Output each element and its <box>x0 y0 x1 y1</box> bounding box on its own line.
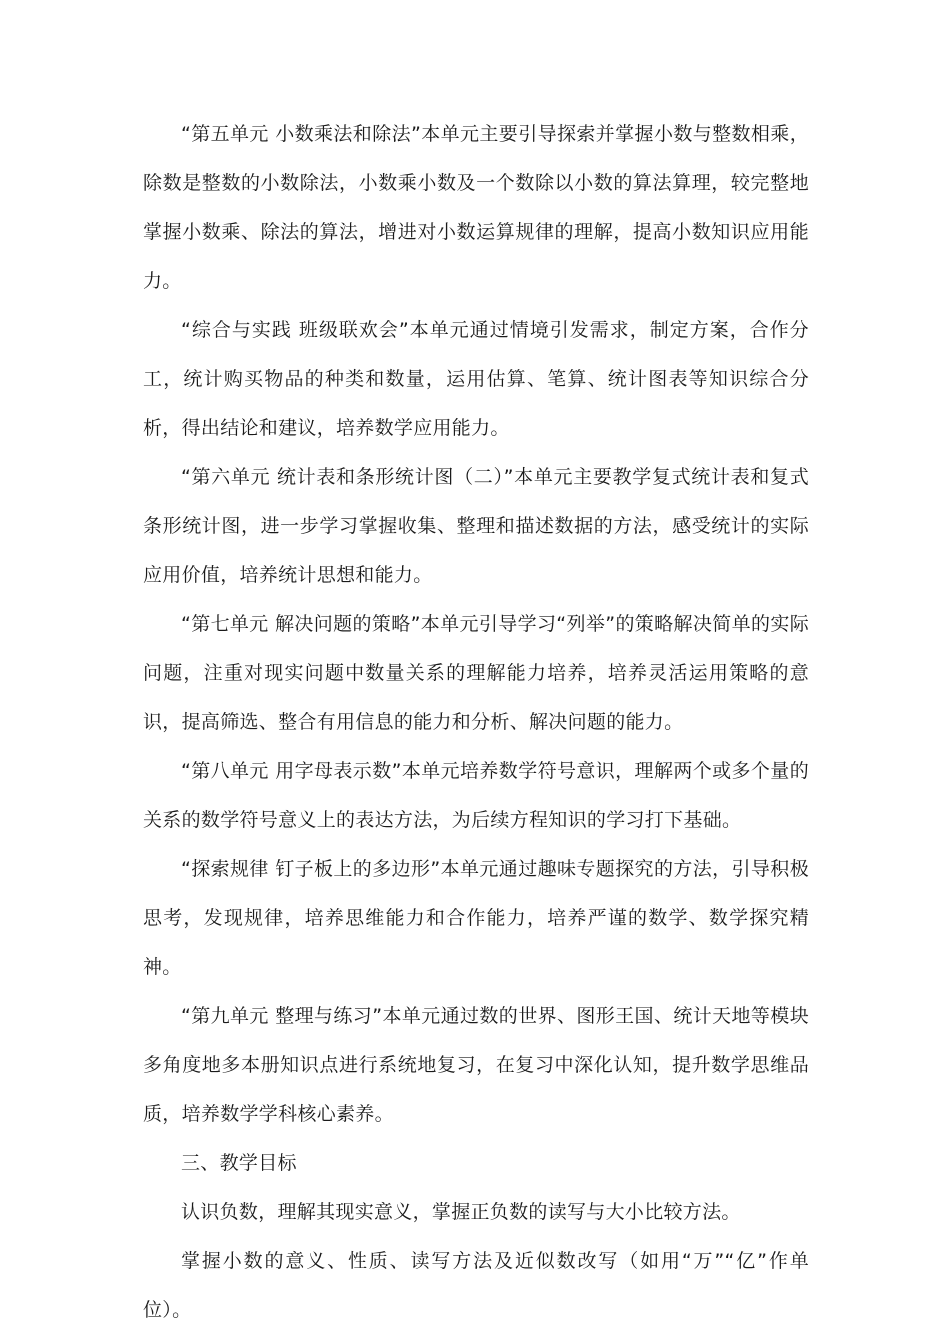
section-heading-teaching-goals: 三、教学目标 <box>181 1152 297 1174</box>
document-body <box>143 110 809 1335</box>
paragraph-unit-9: “第九单元 整理与练习”本单元通过数的世界、图形王国、统计天地等模块多角度地多本册知识点进行系统地复习，在复习中深化认知，提升数学思维品质，培养数学学科核心素养。 <box>143 1005 809 1125</box>
paragraph-unit-5: “第五单元 小数乘法和除法”本单元主要引导探索并掌握小数与整数相乘，除数是整数的小数除法，小数乘小数及一个数除以小数的算法算理，较完整地掌握小数乘、除法的算法，增进对小数运算规律的理解，提高小数知识应用能力。 <box>143 123 809 292</box>
paragraph-unit-8: “第八单元 用字母表示数”本单元培养数学符号意识，理解两个或多个量的关系的数学符号意义上的表达方法，为后续方程知识的学习打下基础。 <box>143 760 809 831</box>
paragraph-practice-class-party: “综合与实践 班级联欢会”本单元通过情境引发需求，制定方案，合作分工，统计购买物品的种类和数量，运用估算、笔算、统计图表等知识综合分析，得出结论和建议，培养数学应用能力。 <box>143 319 809 439</box>
objective-item: 掌握小数的意义、性质、读写方法及近似数改写（如用“万”“亿”作单位）。 <box>143 1250 809 1321</box>
objective-item: 认识负数，理解其现实意义，掌握正负数的读写与大小比较方法。 <box>181 1201 741 1223</box>
paragraph-unit-6: “第六单元 统计表和条形统计图（二）”本单元主要教学复式统计表和复式条形统计图，进一步学习掌握收集、整理和描述数据的方法，感受统计的实际应用价值，培养统计思想和能力。 <box>143 466 809 586</box>
paragraph-unit-7: “第七单元 解决问题的策略”本单元引导学习“列举”的策略解决简单的实际问题，注重对现实问题中数量关系的理解能力培养，培养灵活运用策略的意识，提高筛选、整合有用信息的能力和分析、解决问题的能力。 <box>143 613 809 733</box>
paragraph-explore-patterns: “探索规律 钉子板上的多边形”本单元通过趣味专题探究的方法，引导积极思考，发现规律，培养思维能力和合作能力，培养严谨的数学、数学探究精神。 <box>143 858 809 978</box>
